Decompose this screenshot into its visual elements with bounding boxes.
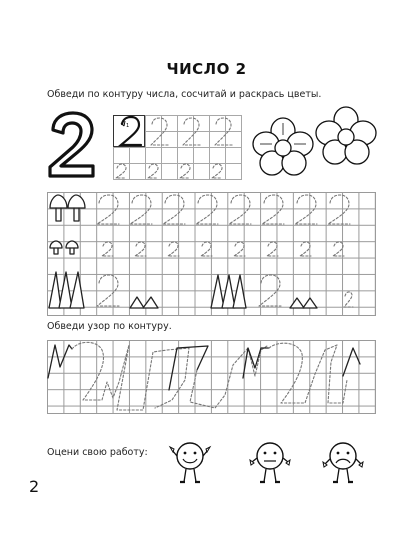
assessment-label: Оцени свою работу:	[47, 447, 148, 458]
mushroom-row	[47, 192, 375, 315]
pattern-trace	[47, 340, 375, 413]
smiley-happy-icon[interactable]	[170, 438, 210, 488]
trace-twos-large-top	[145, 115, 241, 147]
smiley-neutral-icon[interactable]	[250, 438, 290, 488]
mushroom-icon-small	[50, 241, 78, 254]
instruction-trace-pattern: Обведи узор по контуру.	[47, 321, 172, 332]
sample-two-with-arrows	[113, 115, 145, 147]
instruction-trace-numbers: Обведи по контуру числа, сосчитай и раскрась цветы.	[47, 89, 322, 100]
trace-twos-small-top	[113, 163, 241, 179]
big-number-two	[47, 112, 97, 178]
page-title: ЧИСЛО 2	[166, 60, 247, 78]
svg-text:1: 1	[126, 123, 130, 129]
triangle-icon	[49, 272, 317, 308]
flower-icon	[252, 117, 314, 177]
smiley-sad-icon[interactable]	[323, 438, 363, 488]
mushroom-icon	[50, 195, 85, 221]
flower-icon	[315, 106, 377, 166]
page-number: 2	[29, 477, 40, 496]
